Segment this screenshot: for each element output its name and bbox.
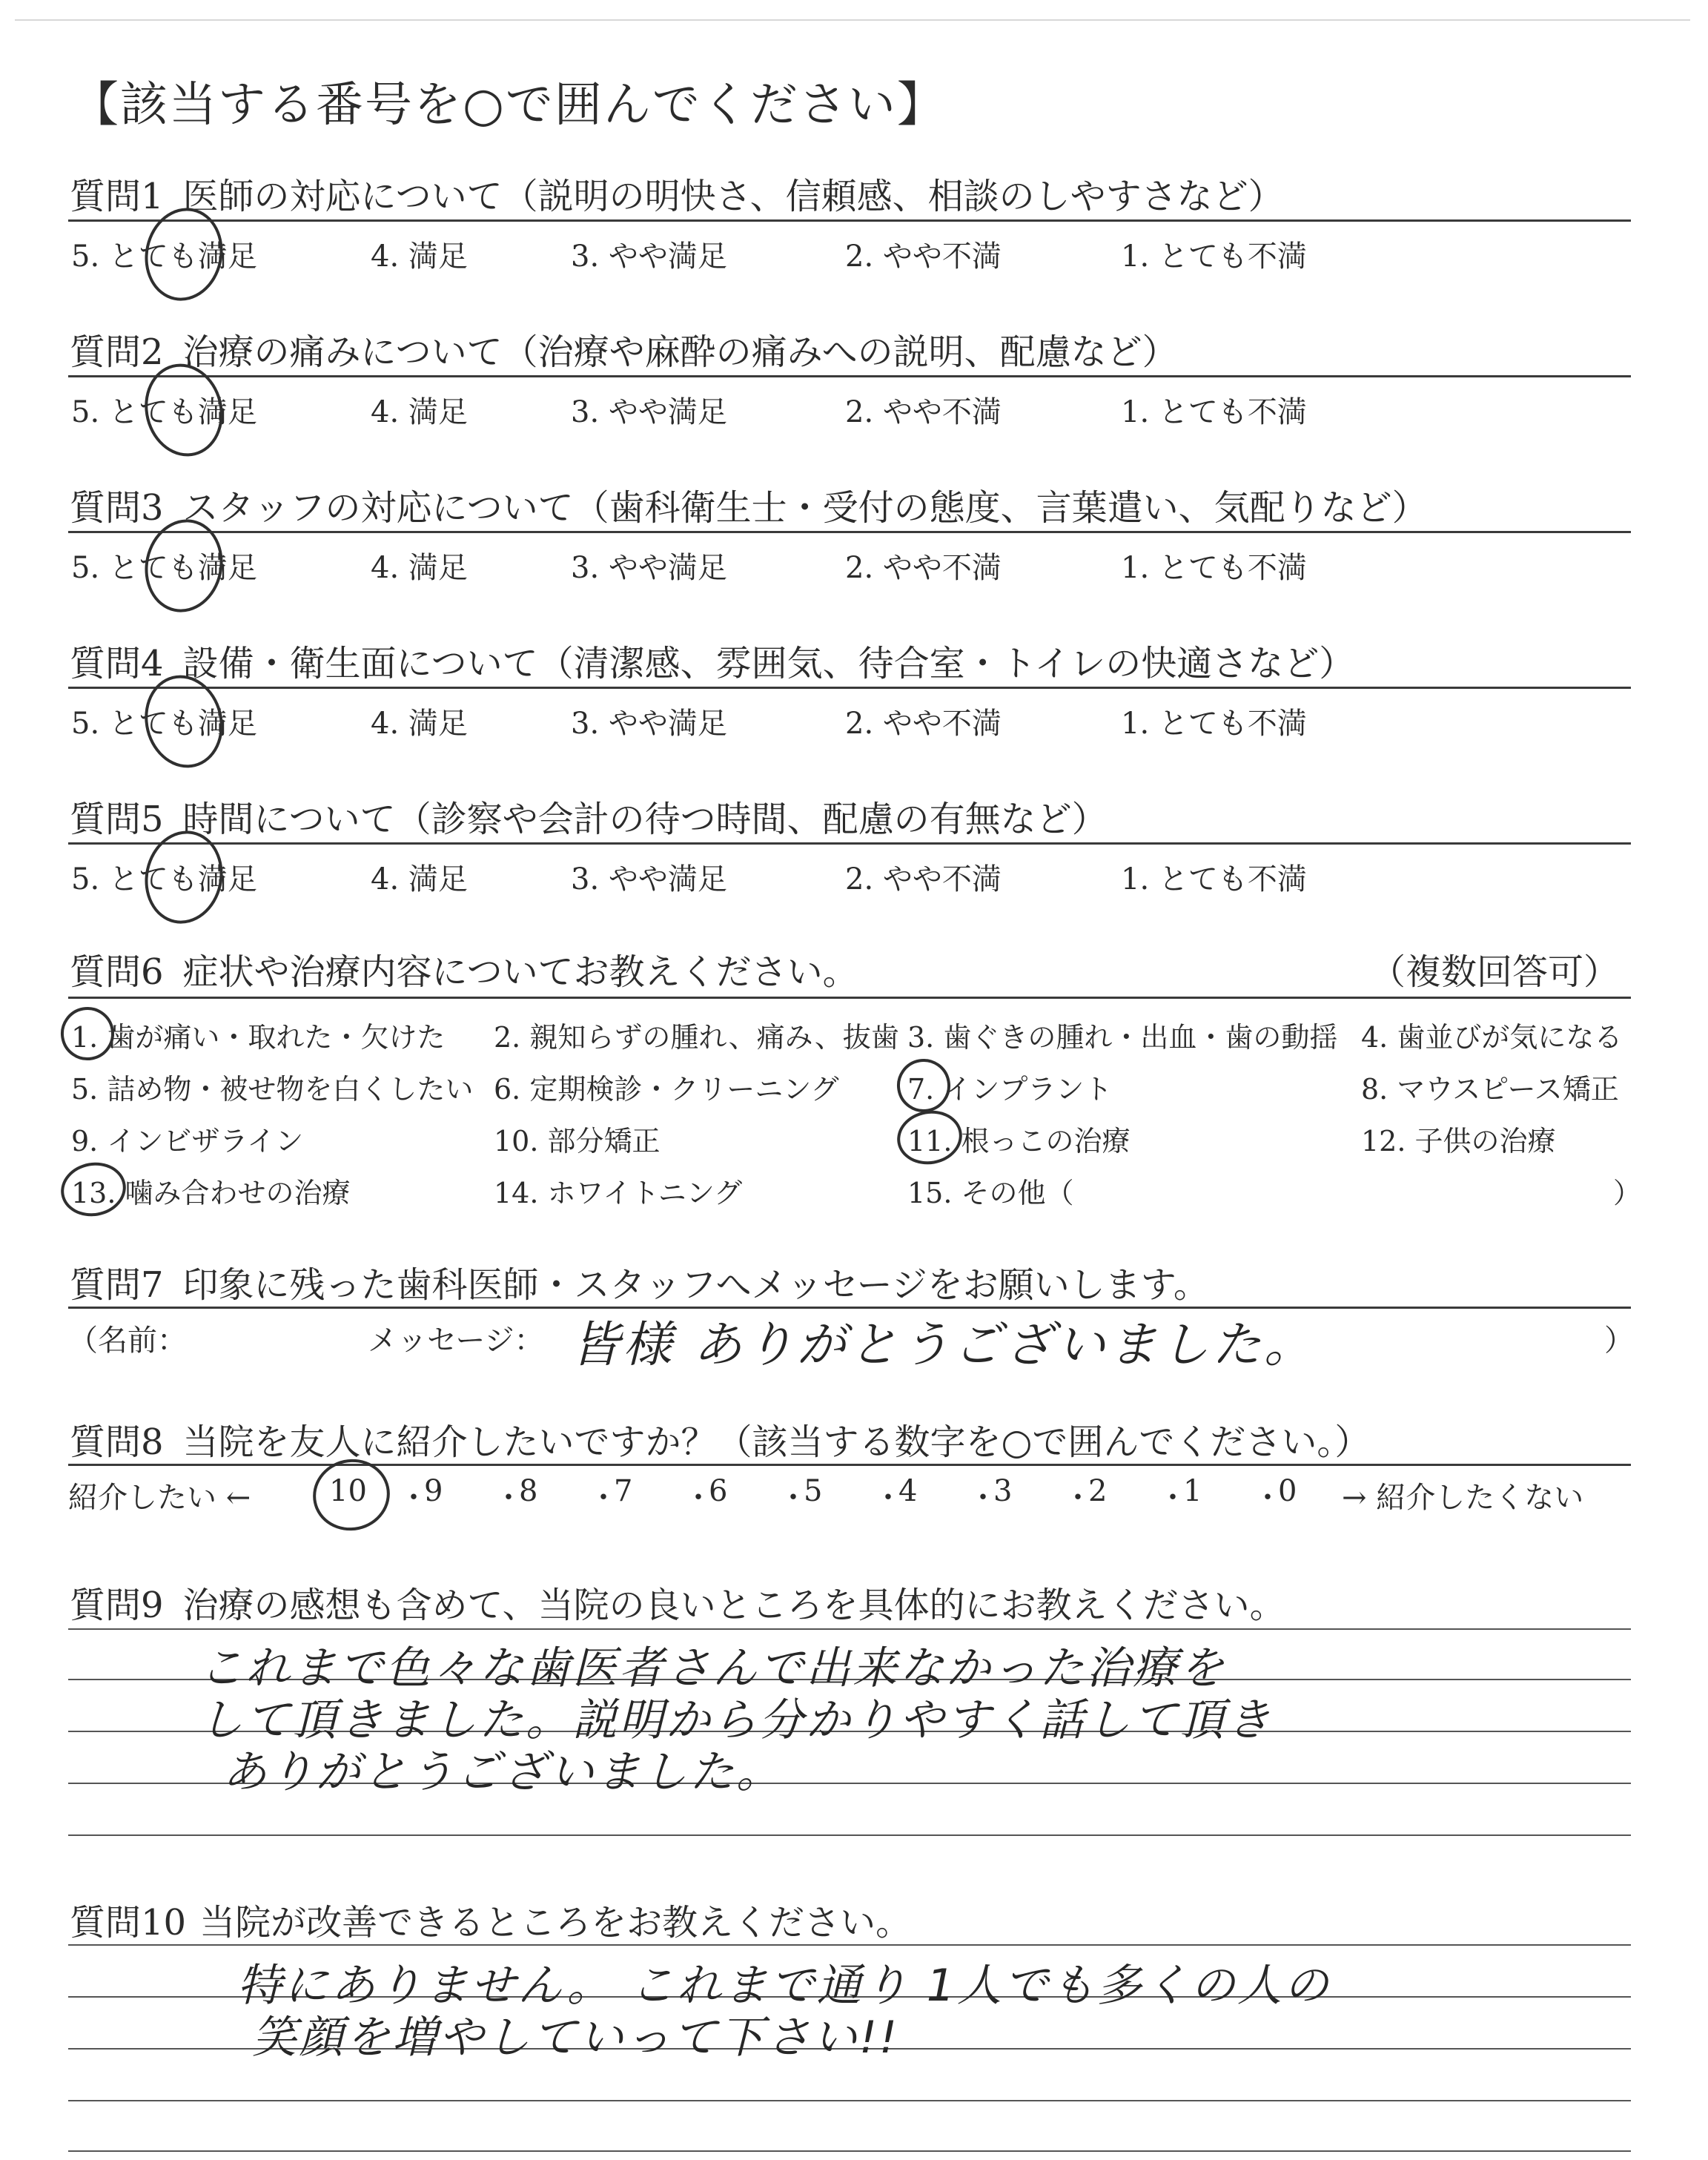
q8-scale-separator: ・ xyxy=(1158,1481,1188,1515)
rating-option[interactable]: 3. やや満足 xyxy=(571,240,727,274)
q7-label: 質問7 xyxy=(70,1264,164,1306)
q8-scale-separator: ・ xyxy=(494,1481,523,1515)
question-label: 質問4 xyxy=(70,643,164,684)
selection-circle xyxy=(893,1106,966,1169)
rating-option[interactable]: 3. やや満足 xyxy=(571,862,727,896)
question-rule xyxy=(68,842,1631,845)
q8-scale-value[interactable]: 8 xyxy=(519,1474,538,1508)
q8-rule xyxy=(68,1464,1631,1466)
page-title: 【該当する番号を○で囲んでください】 xyxy=(71,78,946,133)
question-rule xyxy=(68,375,1631,377)
q6-option: ） xyxy=(1613,1177,1642,1209)
rating-option[interactable]: 3. やや満足 xyxy=(571,707,727,741)
rating-option[interactable]: 5. とても満足 xyxy=(71,707,257,741)
rating-option[interactable]: 2. やや不満 xyxy=(845,862,1002,896)
q8-scale-separator: ・ xyxy=(1253,1481,1282,1515)
question-heading xyxy=(70,168,1284,219)
q10-line xyxy=(68,2150,1631,2152)
q9-text: 治療の感想も含めて、当院の良いところを具体的にお教えください。 xyxy=(182,1585,1285,1626)
selection-circle xyxy=(56,1157,130,1221)
q7-name-label: （名前： xyxy=(68,1324,187,1358)
q6-option[interactable]: 14. ホワイトニング xyxy=(494,1177,743,1209)
selection-circle xyxy=(56,1003,118,1064)
q6-option[interactable]: 9. インビザライン xyxy=(71,1125,304,1157)
rating-option[interactable]: 4. 満足 xyxy=(371,862,468,896)
q9-answer-line: ありがとうございました。 xyxy=(222,1746,783,1798)
q8-scale-value[interactable]: 9 xyxy=(424,1474,443,1508)
q8-text: 当院を友人に紹介したいですか？（該当する数字を○で囲んでください。） xyxy=(182,1421,1371,1463)
q6-rule xyxy=(68,997,1631,999)
rating-option[interactable]: 1. とても不満 xyxy=(1121,240,1307,274)
q7-text: 印象に残った歯科医師・スタッフへメッセージをお願いします。 xyxy=(182,1264,1209,1306)
question-rule xyxy=(68,531,1631,533)
rating-option[interactable]: 2. やや不満 xyxy=(845,707,1002,741)
q7-close: ） xyxy=(1604,1324,1634,1358)
rating-option[interactable]: 2. やや不満 xyxy=(845,395,1002,429)
question-label: 質問1 xyxy=(70,176,164,217)
q6-option[interactable]: 1. 歯が痛い・取れた・欠けた xyxy=(71,1021,446,1054)
q8-left-label: 紹介したい ← xyxy=(68,1481,251,1515)
q8-right-label: → 紹介したくない xyxy=(1342,1481,1584,1515)
question-heading xyxy=(70,635,1354,686)
q10-answer-line: 特にありません。 これまで通り 1人でも多くの人の xyxy=(237,1960,1331,2012)
q10-line xyxy=(68,1944,1631,1946)
q8-scale-value[interactable]: 2 xyxy=(1088,1474,1108,1508)
question-heading xyxy=(70,479,1428,530)
q10-heading xyxy=(70,1894,911,1945)
rating-option[interactable]: 4. 満足 xyxy=(371,551,468,585)
q7-message-label: メッセージ： xyxy=(368,1324,544,1358)
selection-circle xyxy=(893,1054,954,1116)
question-heading xyxy=(70,790,1108,842)
rating-option[interactable]: 1. とても不満 xyxy=(1121,551,1307,585)
question-label: 質問2 xyxy=(70,331,164,373)
q8-scale-separator: ・ xyxy=(683,1481,713,1515)
q6-note: （複数回答可） xyxy=(1370,951,1620,993)
q8-scale-value[interactable]: 4 xyxy=(898,1474,918,1508)
q9-line xyxy=(68,1834,1631,1836)
q8-scale-value[interactable]: 0 xyxy=(1278,1474,1297,1508)
q9-answer-line: して頂きました。説明から分かりやすく話して頂き xyxy=(199,1694,1273,1746)
rating-option[interactable]: 1. とても不満 xyxy=(1121,862,1307,896)
q8-scale-value[interactable]: 5 xyxy=(804,1474,823,1508)
q8-scale-separator: ・ xyxy=(968,1481,998,1515)
rating-option[interactable]: 2. やや不満 xyxy=(845,240,1002,274)
rating-option[interactable]: 5. とても満足 xyxy=(71,862,257,896)
rating-option[interactable]: 3. やや満足 xyxy=(571,395,727,429)
q8-scale-value[interactable]: 1 xyxy=(1183,1474,1202,1508)
q9-line xyxy=(68,1628,1631,1630)
q6-option[interactable]: 12. 子供の治療 xyxy=(1361,1125,1556,1157)
q6-option[interactable]: 3. 歯ぐきの腫れ・出血・歯の動揺 xyxy=(907,1021,1338,1054)
q9-answer-line: これまで色々な歯医者さんで出来なかった治療を xyxy=(199,1642,1226,1694)
q6-option[interactable]: 8. マウスピース矯正 xyxy=(1361,1073,1619,1106)
q9-label: 質問9 xyxy=(70,1585,164,1626)
q10-line xyxy=(68,2100,1631,2101)
q7-heading xyxy=(70,1256,1209,1307)
question-label: 質問5 xyxy=(70,799,164,840)
q8-heading xyxy=(70,1413,1370,1464)
question-text: 時間について（診察や会計の待つ時間、配慮の有無など） xyxy=(182,799,1108,840)
rating-option[interactable]: 5. とても満足 xyxy=(71,240,257,274)
rating-option[interactable]: 1. とても不満 xyxy=(1121,395,1307,429)
rating-option[interactable]: 3. やや満足 xyxy=(571,551,727,585)
rating-option[interactable]: 4. 満足 xyxy=(371,707,468,741)
q10-label: 質問10 xyxy=(70,1902,187,1943)
q10-text: 当院が改善できるところをお教えください。 xyxy=(199,1902,912,1943)
q9-heading xyxy=(70,1576,1285,1628)
question-rule xyxy=(68,687,1631,689)
q6-heading xyxy=(70,943,858,994)
q8-scale-separator: ・ xyxy=(589,1481,618,1515)
q8-scale-separator: ・ xyxy=(399,1481,428,1515)
q8-scale-value[interactable]: 10 xyxy=(329,1474,367,1508)
q8-scale-value[interactable]: 3 xyxy=(993,1474,1013,1508)
question-text: 設備・衛生面について（清潔感、雰囲気、待合室・トイレの快適さなど） xyxy=(182,643,1355,684)
q8-scale-separator: ・ xyxy=(778,1481,808,1515)
q6-option[interactable]: 10. 部分矯正 xyxy=(494,1125,661,1157)
question-rule xyxy=(68,219,1631,222)
question-text: 医師の対応について（説明の明快さ、信頼感、相談のしやすさなど） xyxy=(182,176,1284,217)
rating-option[interactable]: 4. 満足 xyxy=(371,395,468,429)
q6-label: 質問6 xyxy=(70,951,164,993)
rating-option[interactable]: 5. とても満足 xyxy=(71,551,257,585)
q6-text: 症状や治療内容についてお教えください。 xyxy=(182,951,858,993)
question-text: スタッフの対応について（歯科衛生士・受付の態度、言葉遣い、気配りなど） xyxy=(182,487,1428,529)
q6-option[interactable]: 6. 定期検診・クリーニング xyxy=(494,1073,839,1106)
rating-option[interactable]: 5. とても満足 xyxy=(71,395,257,429)
q8-label: 質問8 xyxy=(70,1421,164,1463)
q6-option[interactable]: 7. インプラント xyxy=(907,1073,1113,1106)
q6-option[interactable]: 15. その他（ xyxy=(907,1177,1074,1209)
q8-scale-separator: ・ xyxy=(1063,1481,1093,1515)
top-border xyxy=(15,19,1690,21)
question-text: 治療の痛みについて（治療や麻酔の痛みへの説明、配慮など） xyxy=(182,331,1178,373)
q7-message: 皆様 ありがとうございました。 xyxy=(571,1316,1316,1373)
q6-option[interactable]: 2. 親知らずの腫れ、痛み、抜歯 xyxy=(494,1021,899,1054)
q6-option[interactable]: 4. 歯並びが気になる xyxy=(1361,1021,1623,1054)
rating-option[interactable]: 1. とても不満 xyxy=(1121,707,1307,741)
question-heading xyxy=(70,323,1178,374)
q6-option[interactable]: 5. 詰め物・被せ物を白くしたい xyxy=(71,1073,474,1106)
q6-option[interactable]: 11. 根っこの治療 xyxy=(907,1125,1131,1157)
q6-option[interactable]: 13. 噛み合わせの治療 xyxy=(71,1177,351,1209)
rating-option[interactable]: 4. 満足 xyxy=(371,240,468,274)
q8-scale-value[interactable]: 6 xyxy=(709,1474,728,1508)
q10-answer-line: 笑顔を増やしていって下さい!! xyxy=(252,2012,900,2064)
question-label: 質問3 xyxy=(70,487,164,529)
rating-option[interactable]: 2. やや不満 xyxy=(845,551,1002,585)
q8-scale-value[interactable]: 7 xyxy=(614,1474,633,1508)
q8-scale-separator: ・ xyxy=(873,1481,903,1515)
